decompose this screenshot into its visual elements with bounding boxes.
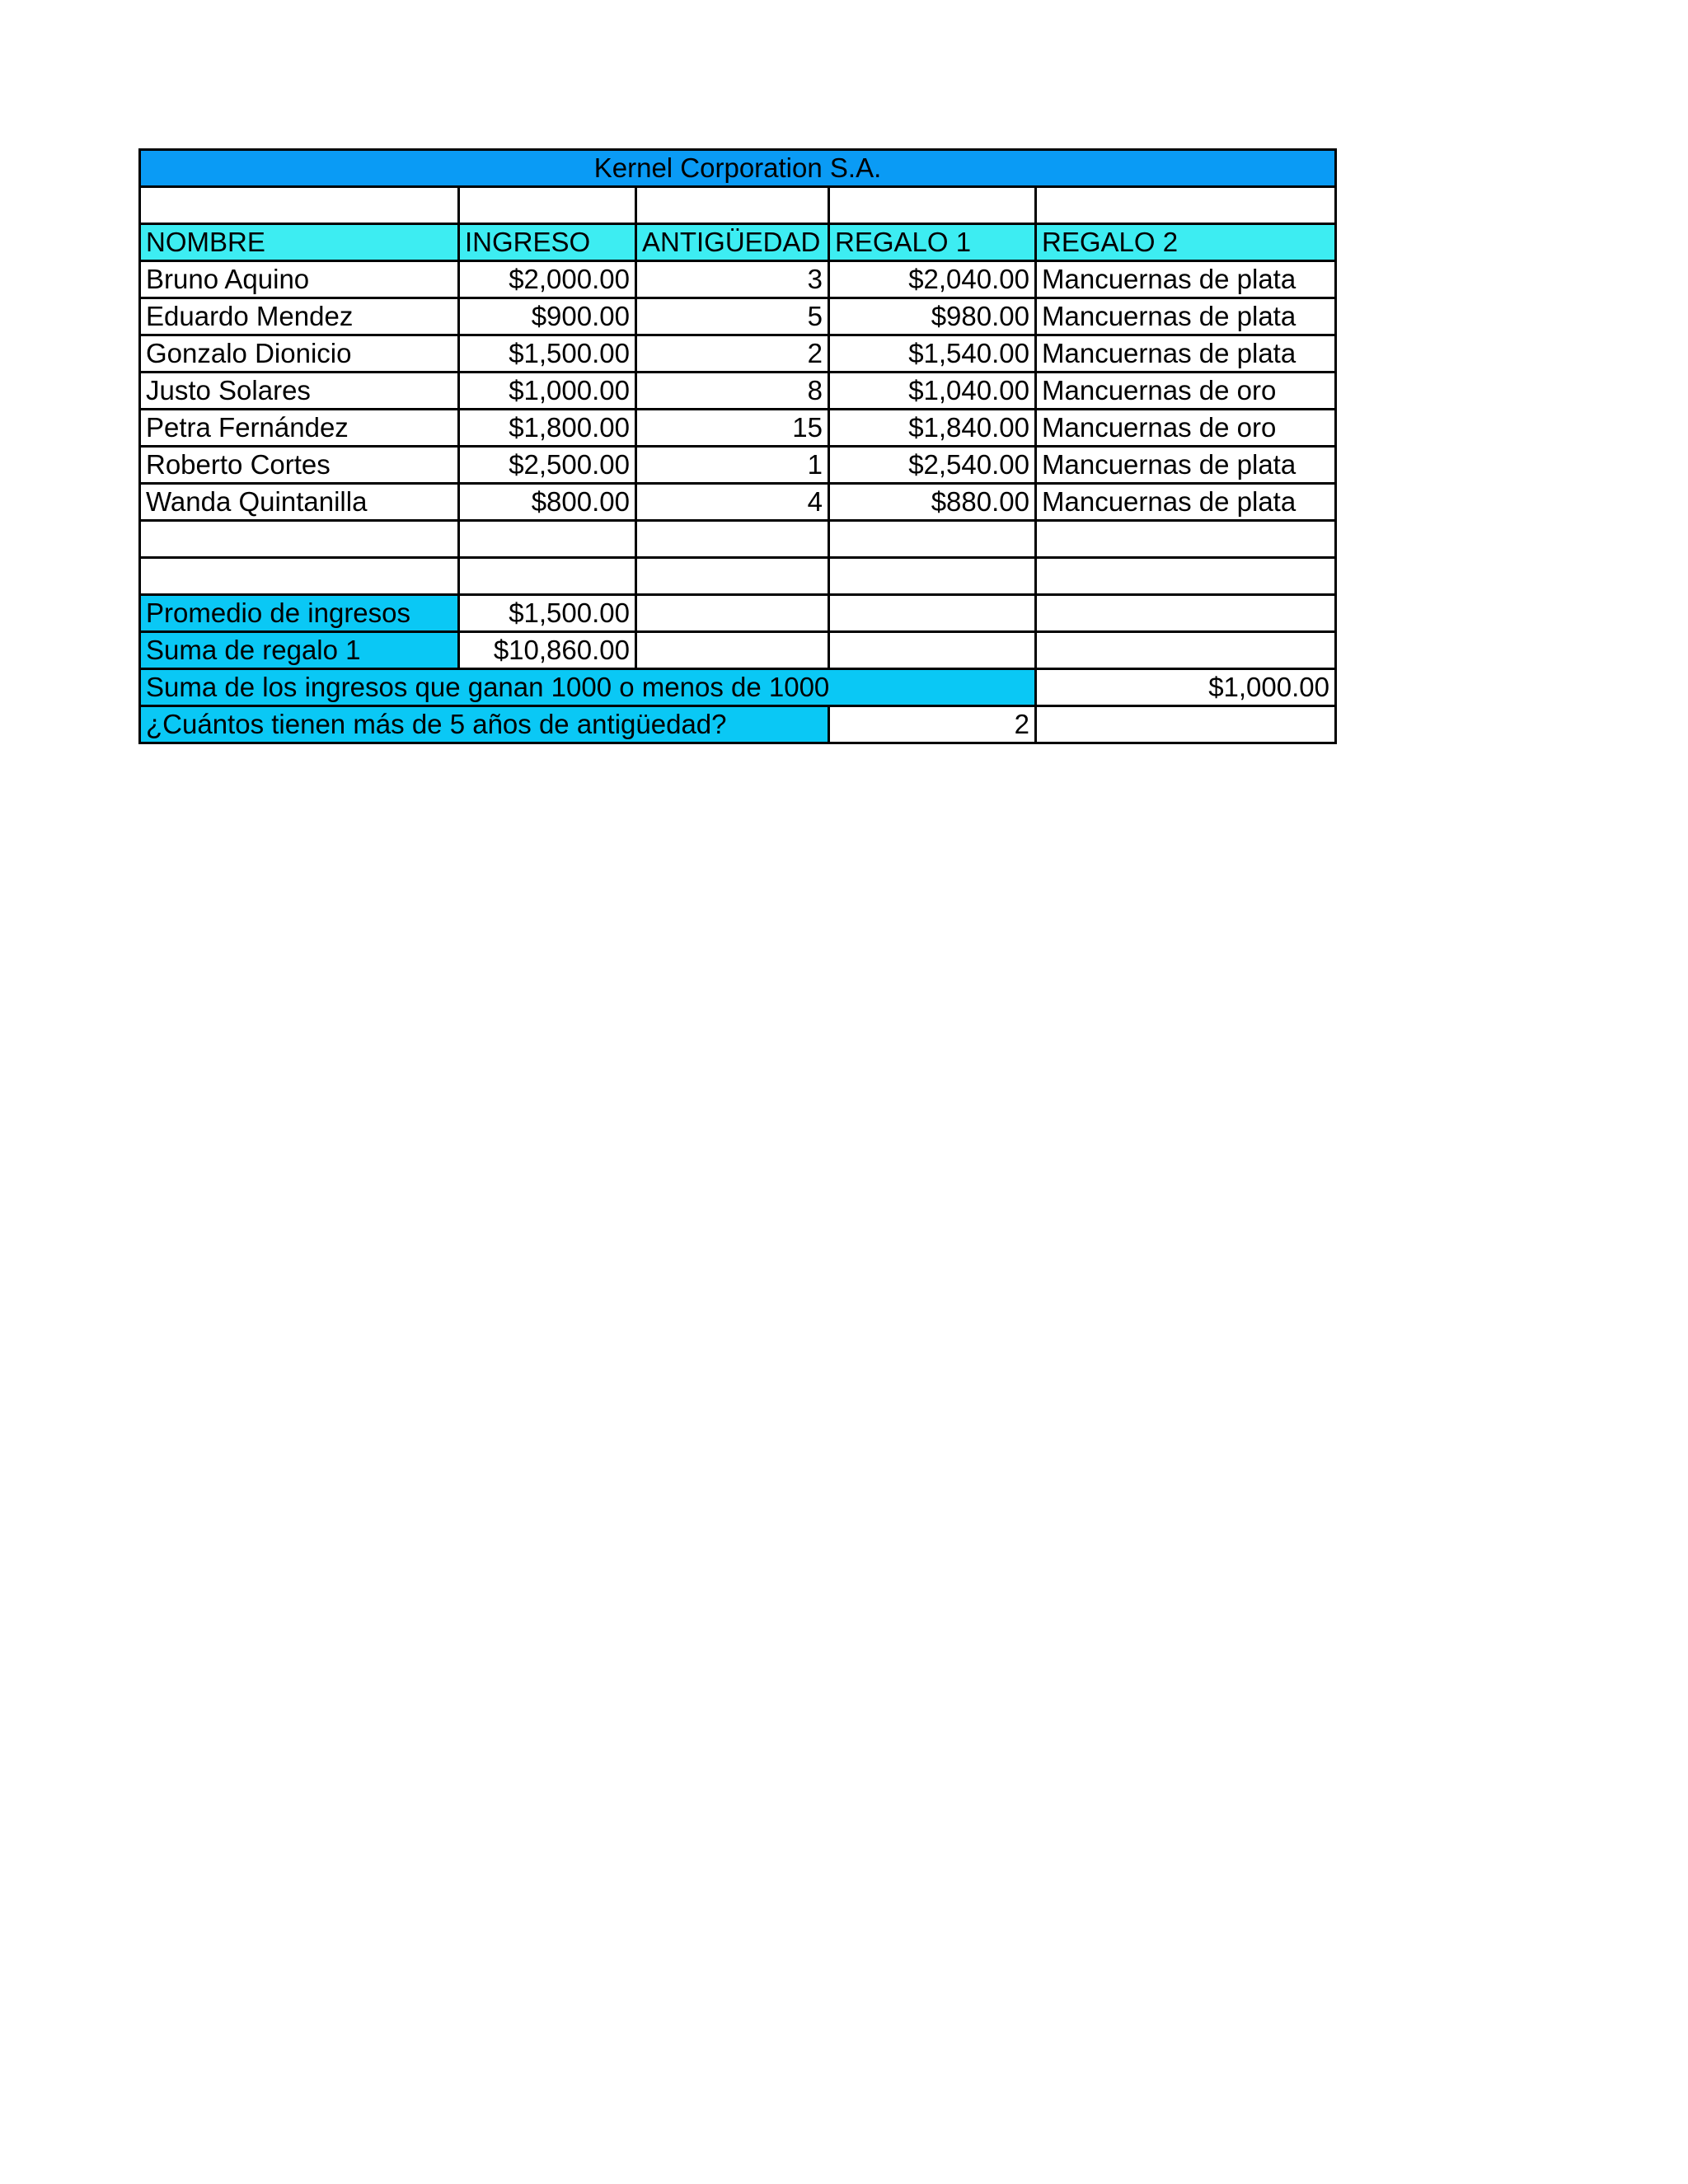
cell-regalo-2[interactable]: Mancuernas de plata: [1036, 447, 1336, 484]
empty-cell[interactable]: [1036, 595, 1336, 632]
cell-antiguedad[interactable]: 2: [636, 335, 829, 373]
empty-cell[interactable]: [1036, 558, 1336, 595]
cell-antiguedad[interactable]: 1: [636, 447, 829, 484]
table-row: [140, 447, 1336, 484]
empty-row: [140, 187, 1336, 224]
empty-cell[interactable]: [829, 521, 1036, 558]
cell-nombre[interactable]: Bruno Aquino: [140, 261, 459, 298]
empty-cell[interactable]: [636, 595, 829, 632]
empty-cell[interactable]: [459, 187, 636, 224]
empty-cell[interactable]: [1036, 706, 1336, 743]
cell-regalo-2[interactable]: Mancuernas de plata: [1036, 335, 1336, 373]
suma-regalo-label[interactable]: Suma de regalo 1: [140, 632, 459, 669]
cell-antiguedad[interactable]: 5: [636, 298, 829, 335]
header-nombre[interactable]: NOMBRE: [140, 224, 459, 261]
suma-regalo-value[interactable]: $10,860.00: [459, 632, 636, 669]
cell-ingreso[interactable]: $2,500.00: [459, 447, 636, 484]
summary-row-suma-regalo: [140, 632, 1336, 669]
promedio-label[interactable]: Promedio de ingresos: [140, 595, 459, 632]
cell-antiguedad[interactable]: 3: [636, 261, 829, 298]
cell-antiguedad[interactable]: 4: [636, 484, 829, 521]
cell-ingreso[interactable]: $1,000.00: [459, 373, 636, 410]
summary-row-suma-ingresos: [140, 669, 1336, 706]
empty-cell[interactable]: [459, 558, 636, 595]
empty-cell[interactable]: [459, 521, 636, 558]
cell-ingreso[interactable]: $2,000.00: [459, 261, 636, 298]
cell-regalo-2[interactable]: Mancuernas de plata: [1036, 261, 1336, 298]
empty-cell[interactable]: [140, 558, 459, 595]
cell-nombre[interactable]: Gonzalo Dionicio: [140, 335, 459, 373]
cell-ingreso[interactable]: $1,500.00: [459, 335, 636, 373]
header-ingreso[interactable]: INGRESO: [459, 224, 636, 261]
table-row: [140, 410, 1336, 447]
empty-cell[interactable]: [140, 187, 459, 224]
cell-nombre[interactable]: Roberto Cortes: [140, 447, 459, 484]
header-row: [140, 224, 1336, 261]
cell-nombre[interactable]: Justo Solares: [140, 373, 459, 410]
cell-regalo-2[interactable]: Mancuernas de oro: [1036, 373, 1336, 410]
empty-cell[interactable]: [636, 558, 829, 595]
summary-row-promedio: [140, 595, 1336, 632]
empty-cell[interactable]: [636, 521, 829, 558]
cuantos-value[interactable]: 2: [829, 706, 1036, 743]
table-row: [140, 261, 1336, 298]
cell-regalo-2[interactable]: Mancuernas de plata: [1036, 298, 1336, 335]
cell-regalo-2[interactable]: Mancuernas de plata: [1036, 484, 1336, 521]
cuantos-label[interactable]: ¿Cuántos tienen más de 5 años de antigüedad?: [140, 706, 829, 743]
table-row: [140, 298, 1336, 335]
cell-ingreso[interactable]: $1,800.00: [459, 410, 636, 447]
empty-cell[interactable]: [1036, 632, 1336, 669]
empty-row: [140, 521, 1336, 558]
suma-ingresos-label[interactable]: Suma de los ingresos que ganan 1000 o menos de 1000: [140, 669, 1036, 706]
table-row: [140, 373, 1336, 410]
cell-regalo-1[interactable]: $980.00: [829, 298, 1036, 335]
header-regalo-1[interactable]: REGALO 1: [829, 224, 1036, 261]
cell-antiguedad[interactable]: 8: [636, 373, 829, 410]
cell-regalo-1[interactable]: $1,540.00: [829, 335, 1036, 373]
header-antiguedad[interactable]: ANTIGÜEDAD: [636, 224, 829, 261]
empty-cell[interactable]: [829, 187, 1036, 224]
cell-nombre[interactable]: Wanda Quintanilla: [140, 484, 459, 521]
empty-cell[interactable]: [140, 521, 459, 558]
cell-regalo-1[interactable]: $880.00: [829, 484, 1036, 521]
cell-regalo-2[interactable]: Mancuernas de oro: [1036, 410, 1336, 447]
sheet-title[interactable]: Kernel Corporation S.A.: [140, 150, 1336, 187]
cell-ingreso[interactable]: $900.00: [459, 298, 636, 335]
cell-regalo-1[interactable]: $2,540.00: [829, 447, 1036, 484]
table-row: [140, 335, 1336, 373]
cell-nombre[interactable]: Petra Fernández: [140, 410, 459, 447]
empty-cell[interactable]: [829, 558, 1036, 595]
cell-nombre[interactable]: Eduardo Mendez: [140, 298, 459, 335]
cell-regalo-1[interactable]: $1,840.00: [829, 410, 1036, 447]
empty-row: [140, 558, 1336, 595]
cell-regalo-1[interactable]: $2,040.00: [829, 261, 1036, 298]
suma-ingresos-value[interactable]: $1,000.00: [1036, 669, 1336, 706]
empty-cell[interactable]: [636, 632, 829, 669]
spreadsheet-table: [138, 148, 1337, 744]
empty-cell[interactable]: [1036, 521, 1336, 558]
empty-cell[interactable]: [1036, 187, 1336, 224]
header-regalo-2[interactable]: REGALO 2: [1036, 224, 1336, 261]
empty-cell[interactable]: [636, 187, 829, 224]
cell-regalo-1[interactable]: $1,040.00: [829, 373, 1036, 410]
empty-cell[interactable]: [829, 632, 1036, 669]
empty-cell[interactable]: [829, 595, 1036, 632]
promedio-value[interactable]: $1,500.00: [459, 595, 636, 632]
cell-ingreso[interactable]: $800.00: [459, 484, 636, 521]
table-row: [140, 484, 1336, 521]
title-row: [140, 150, 1336, 187]
cell-antiguedad[interactable]: 15: [636, 410, 829, 447]
summary-row-cuantos: [140, 706, 1336, 743]
